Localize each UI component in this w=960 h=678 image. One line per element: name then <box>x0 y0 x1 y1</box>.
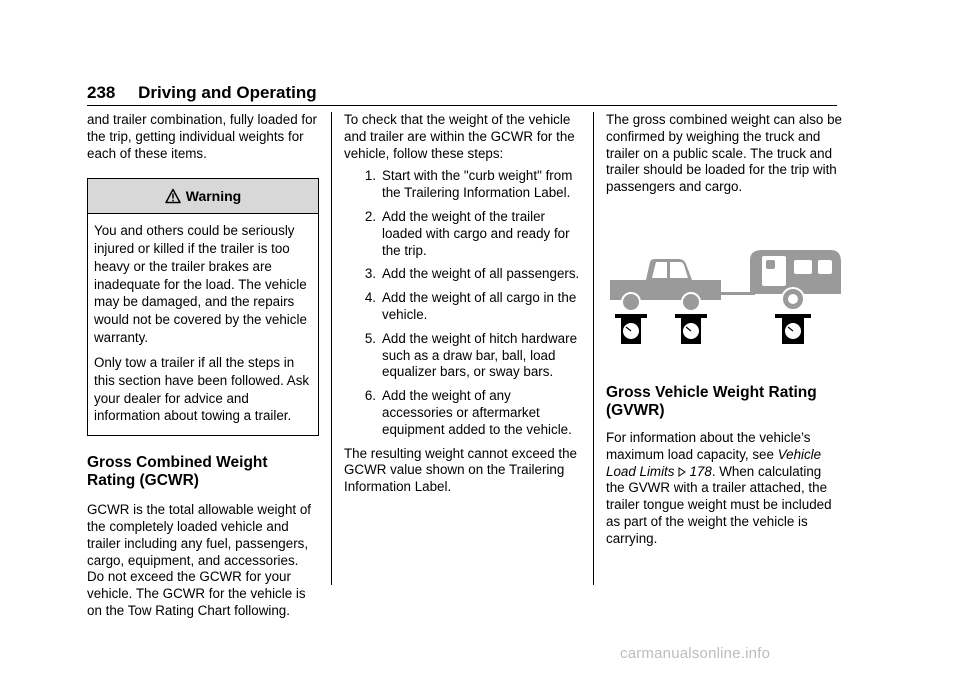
column-divider <box>331 112 332 585</box>
step-text: Add the weight of all cargo in the vehicle. <box>382 290 577 322</box>
warning-box <box>87 178 319 436</box>
warning-body <box>88 214 318 435</box>
gcwr-heading: Gross Combined Weight Rating (GCWR) <box>87 454 268 490</box>
scale-icon <box>675 314 707 344</box>
list-item <box>344 209 584 259</box>
page-header <box>87 83 317 103</box>
continued-paragraph: and trailer combination, fully loaded for the trip, getting individual weights for each of these items. <box>87 112 318 161</box>
gvwr-heading: Gross Vehicle Weight Rating (GVWR) <box>606 383 817 419</box>
step-text: Add the weight of hitch hardware such as a draw bar, ball, load equalizer bars, or sway bars. <box>382 330 578 380</box>
truck-front-wheel <box>622 293 640 311</box>
closing-paragraph: The resulting weight cannot exceed the GCWR value shown on the Trailering Information Label. <box>344 445 577 495</box>
column-right <box>606 112 842 548</box>
truck-trailer-scale-illustration <box>606 250 842 360</box>
list-item <box>344 290 584 324</box>
vehicle-load-limits-link[interactable]: Vehicle Load Limits <box>606 446 822 479</box>
column-divider <box>593 112 594 585</box>
column-middle <box>344 112 584 496</box>
step-number: 1. <box>364 168 376 184</box>
list-item <box>344 388 584 438</box>
warning-header <box>88 179 318 214</box>
header-rule <box>87 105 837 106</box>
step-text: Start with the "curb weight" from the Trailering Information Label. <box>382 168 573 201</box>
list-item <box>344 331 584 381</box>
warning-title: Warning <box>185 187 242 204</box>
hitch-bar <box>721 292 755 295</box>
page-number: 238 <box>87 83 116 102</box>
step-number: 3. <box>364 266 376 282</box>
page-reference-number[interactable]: 178 <box>689 463 712 479</box>
step-number: 6. <box>364 388 376 404</box>
step-number: 4. <box>364 290 376 306</box>
steps-list <box>344 168 584 438</box>
gcwr-paragraph: GCWR is the total allowable weight of the completely loaded vehicle and trailer including any fuel, passengers, cargo, equipment, and accessories. Do not exceed the GCWR for your vehicle. The GCWR for the vehicle is on the Tow Rating Chart following. <box>87 502 312 618</box>
scale-icon <box>615 314 647 344</box>
warning-triangle-icon <box>165 188 181 204</box>
gvwr-text-after: . When calculating the GVWR with a trailer attached, the trailer tongue weight must be included as part of the weight the vehicle is carrying. <box>606 463 832 546</box>
step-text: Add the weight of all passengers. <box>382 266 580 282</box>
steps-intro: To check that the weight of the vehicle and trailer are within the GCWR for the vehicle, follow these steps: <box>344 112 575 161</box>
gvwr-text-before: For information about the vehicle’s maximum load capacity, see <box>606 429 811 462</box>
section-title: Driving and Operating <box>138 83 317 102</box>
list-item <box>344 168 584 202</box>
scale-icon <box>775 314 811 344</box>
list-item <box>344 266 584 283</box>
warning-paragraph: You and others could be seriously injured or killed if the trailer is too heavy or the trailer brakes are inadequate for the load. The vehicle may be damaged, and the repairs would not be covered by the vehicle warranty. <box>94 223 307 345</box>
step-text: Add the weight of any accessories or aftermarket equipment added to the vehicle. <box>382 388 572 437</box>
step-number: 2. <box>364 208 376 224</box>
step-text: Add the weight of the trailer loaded with cargo and ready for the trip. <box>382 208 570 258</box>
column-left <box>87 112 319 620</box>
watermark: carmanualsonline.info <box>620 645 771 662</box>
warning-paragraph: Only tow a trailer if all the steps in this section have been followed. Ask your dealer for advice and information about towing a trailer. <box>94 355 310 424</box>
page-reference-icon <box>677 467 687 477</box>
gvwr-paragraph <box>606 430 842 548</box>
truck-rear-wheel <box>682 293 700 311</box>
step-number: 5. <box>364 330 376 346</box>
scale-paragraph: The gross combined weight can also be confirmed by weighing the truck and trailer on a public scale. The truck and trailer should be loaded for the trip with passengers and cargo. <box>606 112 842 195</box>
